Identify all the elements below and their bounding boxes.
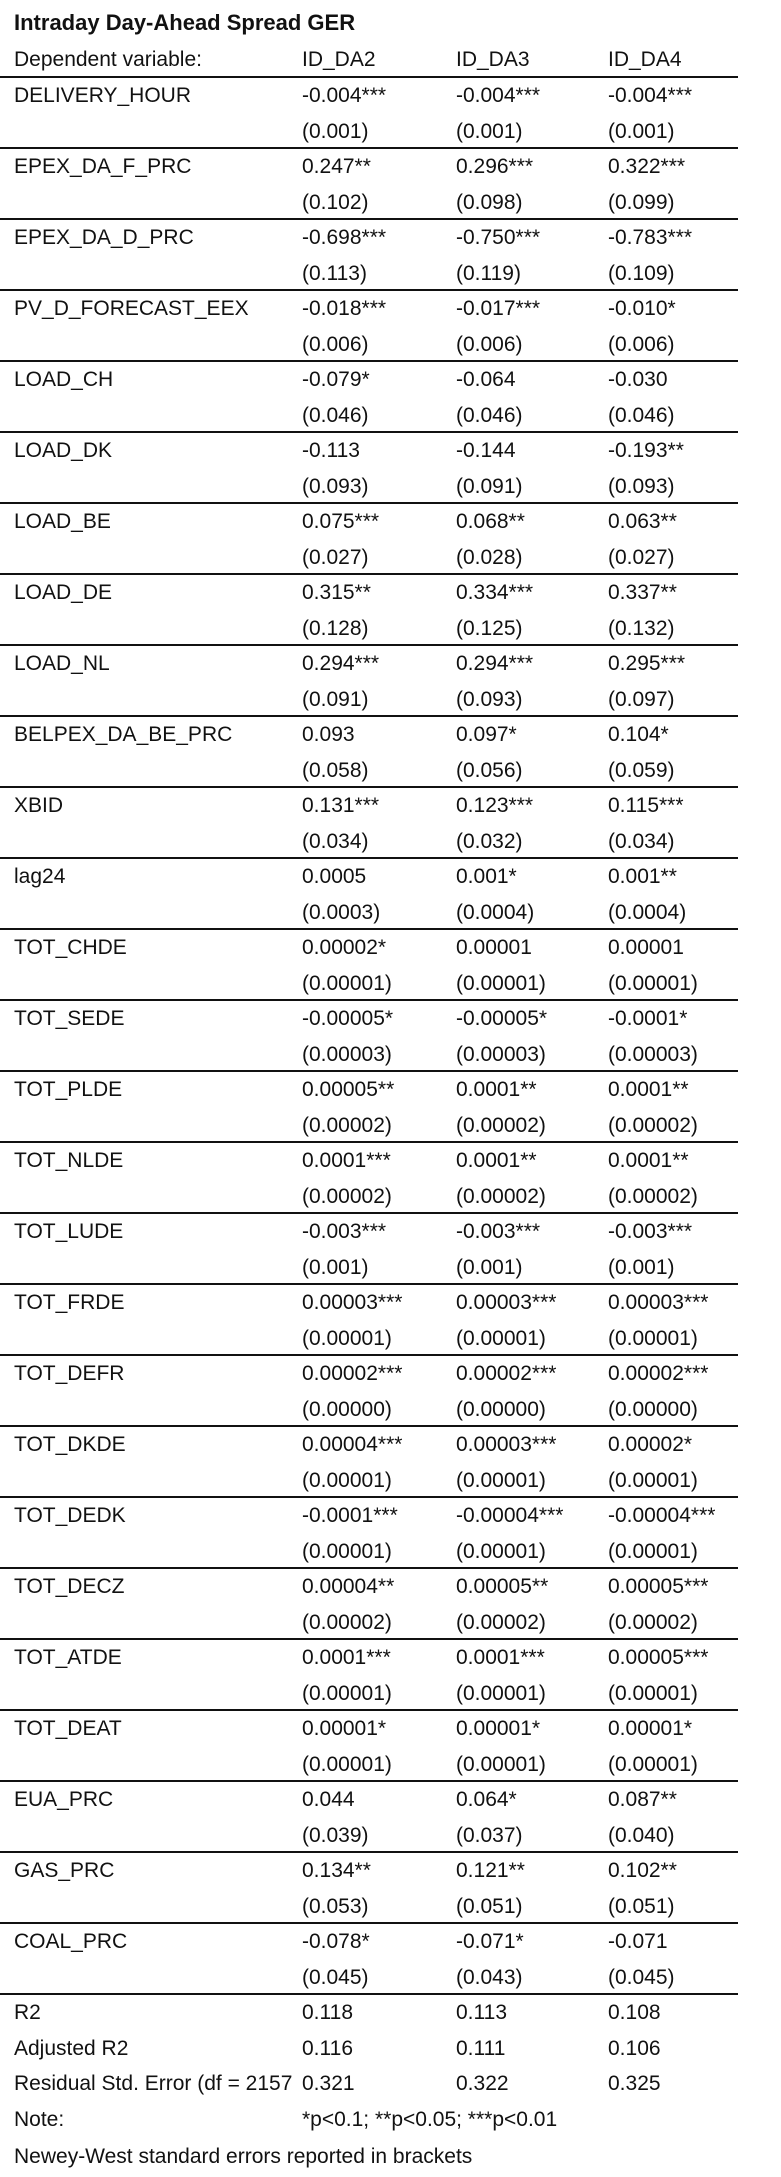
coefficient-cell: -0.003*** bbox=[456, 1220, 541, 1243]
standard-error-cell: (0.051) bbox=[608, 1894, 675, 1918]
column-header: ID_DA3 bbox=[456, 48, 530, 71]
coefficient-cell: 0.00002*** bbox=[608, 1362, 709, 1385]
standard-error-cell: (0.00001) bbox=[302, 1468, 392, 1492]
standard-error-cell: (0.132) bbox=[608, 616, 675, 640]
standard-error-cell: (0.091) bbox=[456, 474, 523, 498]
standard-error-cell: (0.113) bbox=[302, 261, 367, 285]
table-row bbox=[0, 469, 738, 505]
coefficient-cell: 0.00003*** bbox=[608, 1291, 709, 1314]
variable-name: TOT_PLDE bbox=[14, 1078, 123, 1101]
standard-error-cell: (0.006) bbox=[456, 332, 523, 356]
table-row bbox=[0, 1356, 738, 1392]
variable-name: TOT_DKDE bbox=[14, 1433, 126, 1456]
table-row bbox=[0, 398, 738, 434]
statistic-row bbox=[0, 1995, 738, 2031]
table-title: Intraday Day-Ahead Spread GER bbox=[14, 10, 356, 35]
standard-error-cell: (0.0004) bbox=[608, 900, 687, 924]
empty-cell bbox=[0, 1676, 302, 1710]
coefficient-cell: -0.003*** bbox=[608, 1220, 693, 1243]
table-row bbox=[0, 114, 738, 150]
variable-name: TOT_NLDE bbox=[14, 1149, 124, 1172]
standard-error-cell: (0.00001) bbox=[608, 1681, 698, 1705]
standard-error-cell: (0.001) bbox=[456, 119, 523, 143]
standard-error-cell: (0.053) bbox=[302, 1894, 369, 1918]
coefficient-cell: 0.102** bbox=[608, 1859, 677, 1882]
coefficient-cell: -0.004*** bbox=[456, 84, 541, 107]
table-row bbox=[0, 682, 738, 718]
empty-cell bbox=[0, 1605, 302, 1639]
coefficient-cell: 0.121** bbox=[456, 1859, 525, 1882]
coefficient-cell: -0.003*** bbox=[302, 1220, 387, 1243]
coefficient-cell: -0.193** bbox=[608, 439, 684, 462]
coefficient-cell: 0.087** bbox=[608, 1788, 677, 1811]
coefficient-cell: -0.017*** bbox=[456, 297, 541, 320]
statistic-row bbox=[0, 2066, 738, 2102]
empty-cell bbox=[0, 1889, 302, 1923]
table-row bbox=[0, 859, 738, 895]
coefficient-cell: 0.00005** bbox=[456, 1575, 549, 1598]
coefficient-cell: 0.00002*** bbox=[456, 1362, 557, 1385]
statistic-label: R2 bbox=[14, 2001, 41, 2024]
coefficient-cell: -0.00004*** bbox=[456, 1504, 564, 1527]
standard-error-cell: (0.046) bbox=[456, 403, 523, 427]
coefficient-cell: -0.113 bbox=[302, 439, 360, 462]
empty-cell bbox=[0, 256, 302, 290]
empty-cell bbox=[0, 753, 302, 787]
empty-cell bbox=[0, 966, 302, 1000]
standard-error-cell: (0.043) bbox=[456, 1965, 523, 1989]
standard-error-cell: (0.00002) bbox=[608, 1113, 698, 1137]
table-row bbox=[0, 1747, 738, 1783]
empty-cell bbox=[0, 1321, 302, 1355]
coefficient-cell: -0.00005* bbox=[456, 1007, 548, 1030]
column-header: ID_DA4 bbox=[608, 48, 682, 71]
table-row bbox=[0, 1285, 738, 1321]
table-row bbox=[0, 504, 738, 540]
table-row bbox=[0, 1889, 738, 1925]
standard-error-cell: (0.001) bbox=[302, 1255, 369, 1279]
coefficient-cell: 0.0001** bbox=[608, 1078, 689, 1101]
standard-error-cell: (0.00002) bbox=[456, 1184, 546, 1208]
table-row bbox=[0, 78, 738, 114]
coefficient-cell: 0.075*** bbox=[302, 510, 380, 533]
standard-error-cell: (0.046) bbox=[302, 403, 369, 427]
empty-cell bbox=[0, 682, 302, 716]
standard-error-cell: (0.028) bbox=[456, 545, 523, 569]
variable-name: lag24 bbox=[14, 865, 66, 888]
coefficient-cell: 0.294*** bbox=[302, 652, 380, 675]
table-row bbox=[0, 1108, 738, 1144]
coefficient-cell: -0.750*** bbox=[456, 226, 541, 249]
table-row bbox=[0, 1924, 738, 1960]
table-row bbox=[0, 1001, 738, 1037]
variable-name: GAS_PRC bbox=[14, 1859, 115, 1882]
table-row bbox=[0, 291, 738, 327]
statistic-label: Residual Std. Error (df = 2157 bbox=[14, 2072, 293, 2095]
coefficient-cell: 0.0001** bbox=[456, 1078, 537, 1101]
coefficient-cell: 0.00005*** bbox=[608, 1575, 709, 1598]
table-row bbox=[0, 717, 738, 753]
table-row bbox=[0, 1072, 738, 1108]
table-row bbox=[0, 1960, 738, 1996]
table-row bbox=[0, 1037, 738, 1073]
empty-cell bbox=[0, 540, 302, 574]
summary-statistics bbox=[0, 1995, 738, 2102]
coefficient-cell: 0.296*** bbox=[456, 155, 534, 178]
table-row bbox=[0, 1143, 738, 1179]
standard-error-cell: (0.00002) bbox=[456, 1610, 546, 1634]
variable-name: TOT_DEDK bbox=[14, 1504, 126, 1527]
table-row bbox=[0, 256, 738, 292]
coefficient-cell: 0.247** bbox=[302, 155, 371, 178]
variable-name: COAL_PRC bbox=[14, 1930, 128, 1953]
table-row bbox=[0, 1782, 738, 1818]
table-row bbox=[0, 433, 738, 469]
coefficient-cell: 0.00002* bbox=[302, 936, 387, 959]
standard-error-cell: (0.00003) bbox=[608, 1042, 698, 1066]
standard-error-cell: (0.00001) bbox=[608, 971, 698, 995]
coefficient-cell: 0.334*** bbox=[456, 581, 534, 604]
standard-error-cell: (0.00001) bbox=[456, 1468, 546, 1492]
coefficient-cell: -0.078* bbox=[302, 1930, 370, 1953]
standard-error-cell: (0.045) bbox=[608, 1965, 675, 1989]
statistic-row bbox=[0, 2031, 738, 2067]
coefficient-cell: 0.00002* bbox=[608, 1433, 693, 1456]
standard-error-cell: (0.00001) bbox=[608, 1468, 698, 1492]
table-row bbox=[0, 1463, 738, 1499]
variable-name: TOT_DEFR bbox=[14, 1362, 125, 1385]
standard-error-cell: (0.037) bbox=[456, 1823, 523, 1847]
coefficient-cell: 0.00001 bbox=[608, 936, 684, 959]
variable-name: LOAD_DE bbox=[14, 581, 113, 604]
coefficient-cell: 0.294*** bbox=[456, 652, 534, 675]
empty-cell bbox=[0, 1108, 302, 1142]
statistic-value: 0.325 bbox=[608, 2072, 661, 2095]
coefficient-cell: 0.063** bbox=[608, 510, 677, 533]
empty-cell bbox=[0, 1037, 302, 1071]
standard-error-cell: (0.001) bbox=[302, 119, 369, 143]
variable-name: TOT_CHDE bbox=[14, 936, 127, 959]
statistic-value: 0.108 bbox=[608, 2001, 661, 2024]
coefficient-cell: -0.783*** bbox=[608, 226, 693, 249]
standard-error-cell: (0.093) bbox=[302, 474, 369, 498]
standard-error-cell: (0.128) bbox=[302, 616, 369, 640]
coefficient-cell: -0.071 bbox=[608, 1930, 668, 1953]
standard-error-cell: (0.00001) bbox=[302, 1539, 392, 1563]
variable-name: EPEX_DA_D_PRC bbox=[14, 226, 194, 249]
standard-error-cell: (0.00001) bbox=[456, 1681, 546, 1705]
standard-error-cell: (0.097) bbox=[608, 687, 675, 711]
standard-error-cell: (0.098) bbox=[456, 190, 523, 214]
column-header: ID_DA2 bbox=[302, 48, 376, 71]
standard-error-cell: (0.00001) bbox=[608, 1752, 698, 1776]
variable-name: TOT_DEAT bbox=[14, 1717, 122, 1740]
table-row bbox=[0, 1321, 738, 1357]
coefficient-cell: 0.123*** bbox=[456, 794, 534, 817]
table-row bbox=[0, 895, 738, 931]
standard-error-cell: (0.040) bbox=[608, 1823, 675, 1847]
statistic-value: 0.113 bbox=[456, 2001, 507, 2024]
empty-cell bbox=[0, 1534, 302, 1568]
coefficient-cell: 0.115*** bbox=[608, 794, 684, 817]
standard-error-cell: (0.001) bbox=[608, 1255, 675, 1279]
coefficient-cell: 0.093 bbox=[302, 723, 355, 746]
statistic-value: 0.111 bbox=[456, 2036, 506, 2060]
table-row bbox=[0, 646, 738, 682]
coefficient-cell: -0.071* bbox=[456, 1930, 524, 1953]
standard-error-cell: (0.006) bbox=[608, 332, 675, 356]
table-row bbox=[0, 1427, 738, 1463]
empty-cell bbox=[0, 469, 302, 503]
coefficient-cell: -0.0001*** bbox=[302, 1504, 398, 1527]
standard-error-cell: (0.00002) bbox=[608, 1184, 698, 1208]
standard-error-cell: (0.046) bbox=[608, 403, 675, 427]
table-row bbox=[0, 220, 738, 256]
standard-error-cell: (0.001) bbox=[456, 1255, 523, 1279]
coefficient-cell: -0.064 bbox=[456, 368, 516, 391]
coefficient-cell: 0.001* bbox=[456, 865, 517, 888]
table-row bbox=[0, 966, 738, 1002]
coefficient-cell: -0.079* bbox=[302, 368, 370, 391]
standard-error-cell: (0.058) bbox=[302, 758, 369, 782]
coefficient-cell: 0.131*** bbox=[302, 794, 380, 817]
coefficient-cell: 0.337** bbox=[608, 581, 677, 604]
coefficient-cell: -0.00005* bbox=[302, 1007, 394, 1030]
coefficient-cell: 0.00004*** bbox=[302, 1433, 403, 1456]
coefficient-cell: -0.030 bbox=[608, 368, 668, 391]
standard-error-cell: (0.125) bbox=[456, 616, 523, 640]
variable-name: LOAD_CH bbox=[14, 368, 114, 391]
standard-error-cell: (0.051) bbox=[456, 1894, 523, 1918]
standard-error-cell: (0.119) bbox=[456, 261, 521, 285]
variable-name: PV_D_FORECAST_EEX bbox=[14, 297, 249, 320]
standard-error-cell: (0.00001) bbox=[302, 1681, 392, 1705]
standard-error-cell: (0.00001) bbox=[608, 1539, 698, 1563]
table-row bbox=[0, 611, 738, 647]
standard-error-cell: (0.00000) bbox=[456, 1397, 546, 1421]
empty-cell bbox=[0, 114, 302, 148]
standard-error-cell: (0.091) bbox=[302, 687, 369, 711]
coefficient-cell: 0.00001 bbox=[456, 936, 532, 959]
standard-error-cell: (0.0003) bbox=[302, 900, 381, 924]
standard-error-cell: (0.001) bbox=[608, 119, 675, 143]
table-row bbox=[0, 1569, 738, 1605]
standard-error-cell: (0.00001) bbox=[456, 1539, 546, 1563]
table-row bbox=[0, 1534, 738, 1570]
empty-cell bbox=[0, 895, 302, 929]
standard-error-cell: (0.059) bbox=[608, 758, 675, 782]
empty-cell bbox=[0, 1179, 302, 1213]
table-row bbox=[0, 1214, 738, 1250]
standard-error-cell: (0.032) bbox=[456, 829, 523, 853]
coefficient-cell: 0.322*** bbox=[608, 155, 686, 178]
coefficient-cell: 0.134** bbox=[302, 1859, 371, 1882]
empty-cell bbox=[0, 1818, 302, 1852]
empty-cell bbox=[0, 611, 302, 645]
table-row bbox=[0, 149, 738, 185]
empty-cell bbox=[0, 1747, 302, 1781]
standard-error-cell: (0.00001) bbox=[456, 1326, 546, 1350]
coefficient-cell: 0.00005** bbox=[302, 1078, 395, 1101]
standard-error-cell: (0.00002) bbox=[302, 1113, 392, 1137]
standard-error-cell: (0.099) bbox=[608, 190, 675, 214]
standard-error-cell: (0.045) bbox=[302, 1965, 369, 1989]
variable-name: EPEX_DA_F_PRC bbox=[14, 155, 192, 178]
standard-error-cell: (0.093) bbox=[608, 474, 675, 498]
table-row bbox=[0, 575, 738, 611]
table-row bbox=[0, 540, 738, 576]
variable-name: TOT_DECZ bbox=[14, 1575, 125, 1598]
coefficient-cell: 0.00001* bbox=[608, 1717, 693, 1740]
statistic-value: 0.321 bbox=[302, 2072, 355, 2095]
statistic-value: 0.116 bbox=[302, 2036, 353, 2060]
table-row bbox=[0, 930, 738, 966]
empty-cell bbox=[0, 1392, 302, 1426]
table-row bbox=[0, 1711, 738, 1747]
standard-error-cell: (0.039) bbox=[302, 1823, 369, 1847]
coefficient-cell: 0.064* bbox=[456, 1788, 517, 1811]
note-label: Note: bbox=[14, 2107, 65, 2131]
coefficient-cell: -0.018*** bbox=[302, 297, 387, 320]
table-row bbox=[0, 824, 738, 860]
empty-cell bbox=[0, 1250, 302, 1284]
table-row bbox=[0, 753, 738, 789]
standard-error-cell: (0.027) bbox=[608, 545, 675, 569]
coefficient-cell: 0.00003*** bbox=[302, 1291, 403, 1314]
variable-name: TOT_LUDE bbox=[14, 1220, 124, 1243]
coefficient-cell: 0.00001* bbox=[302, 1717, 387, 1740]
coefficient-cell: 0.068** bbox=[456, 510, 525, 533]
table-body bbox=[0, 78, 738, 1995]
significance-note-row bbox=[0, 2102, 738, 2138]
coefficient-cell: -0.004*** bbox=[608, 84, 693, 107]
standard-error-cell: (0.00003) bbox=[302, 1042, 392, 1066]
table-row bbox=[0, 1676, 738, 1712]
standard-error-cell: (0.00001) bbox=[302, 1326, 392, 1350]
standard-error-cell: (0.00001) bbox=[456, 971, 546, 995]
standard-error-cell: (0.00001) bbox=[456, 1752, 546, 1776]
coefficient-cell: 0.315** bbox=[302, 581, 371, 604]
standard-error-cell: (0.056) bbox=[456, 758, 523, 782]
coefficient-cell: 0.0001** bbox=[456, 1149, 537, 1172]
variable-name: TOT_FRDE bbox=[14, 1291, 125, 1314]
coefficient-cell: -0.698*** bbox=[302, 226, 387, 249]
coefficient-cell: -0.00004*** bbox=[608, 1504, 716, 1527]
standard-error-cell: (0.027) bbox=[302, 545, 369, 569]
table-row bbox=[0, 1605, 738, 1641]
variable-name: TOT_SEDE bbox=[14, 1007, 125, 1030]
coefficient-cell: 0.0005 bbox=[302, 865, 367, 888]
standard-error-cell: (0.00001) bbox=[302, 1752, 392, 1776]
coefficient-cell: 0.00003*** bbox=[456, 1291, 557, 1314]
standard-error-cell: (0.034) bbox=[608, 829, 675, 853]
standard-error-cell: (0.00003) bbox=[456, 1042, 546, 1066]
statistic-label: Adjusted R2 bbox=[14, 2036, 129, 2060]
standard-error-cell: (0.093) bbox=[456, 687, 523, 711]
empty-cell bbox=[0, 824, 302, 858]
statistic-value: 0.322 bbox=[456, 2072, 509, 2095]
table-row bbox=[0, 1818, 738, 1854]
variable-name: BELPEX_DA_BE_PRC bbox=[14, 723, 233, 746]
standard-error-cell: (0.109) bbox=[608, 261, 675, 285]
table-row bbox=[0, 185, 738, 221]
variable-name: XBID bbox=[14, 794, 64, 817]
empty-cell bbox=[0, 398, 302, 432]
significance-note: *p<0.1; **p<0.05; ***p<0.01 bbox=[302, 2107, 558, 2131]
table-row bbox=[0, 1640, 738, 1676]
coefficient-cell: 0.104* bbox=[608, 723, 669, 746]
standard-error-cell: (0.00002) bbox=[456, 1113, 546, 1137]
variable-name: DELIVERY_HOUR bbox=[14, 84, 192, 107]
standard-error-cell: (0.00000) bbox=[302, 1397, 392, 1421]
table-row bbox=[0, 362, 738, 398]
standard-error-cell: (0.00002) bbox=[302, 1610, 392, 1634]
standard-error-cell: (0.00001) bbox=[302, 971, 392, 995]
coefficient-cell: 0.097* bbox=[456, 723, 517, 746]
table-row bbox=[0, 1498, 738, 1534]
empty-cell bbox=[0, 327, 302, 361]
coefficient-cell: 0.0001*** bbox=[302, 1149, 391, 1172]
coefficient-cell: -0.0001* bbox=[608, 1007, 688, 1030]
table-row bbox=[0, 327, 738, 363]
standard-error-cell: (0.006) bbox=[302, 332, 369, 356]
coefficient-cell: 0.00005*** bbox=[608, 1646, 709, 1669]
coefficient-cell: 0.001** bbox=[608, 865, 677, 888]
coefficient-cell: -0.010* bbox=[608, 297, 676, 320]
empty-cell bbox=[0, 1463, 302, 1497]
coefficient-cell: 0.00004** bbox=[302, 1575, 395, 1598]
coefficient-cell: -0.004*** bbox=[302, 84, 387, 107]
standard-error-cell: (0.00002) bbox=[302, 1184, 392, 1208]
standard-error-cell: (0.102) bbox=[302, 190, 369, 214]
coefficient-cell: 0.00001* bbox=[456, 1717, 541, 1740]
coefficient-cell: 0.0001*** bbox=[302, 1646, 391, 1669]
variable-name: EUA_PRC bbox=[14, 1788, 114, 1811]
standard-error-cell: (0.0004) bbox=[456, 900, 535, 924]
standard-error-cell: (0.00001) bbox=[608, 1326, 698, 1350]
coefficient-cell: -0.144 bbox=[456, 439, 516, 462]
header-label: Dependent variable: bbox=[14, 48, 202, 71]
standard-error-cell: (0.034) bbox=[302, 829, 369, 853]
empty-cell bbox=[0, 185, 302, 219]
variable-name: LOAD_BE bbox=[14, 510, 111, 533]
standard-error-cell: (0.00000) bbox=[608, 1397, 698, 1421]
statistic-value: 0.118 bbox=[302, 2001, 353, 2024]
coefficient-cell: 0.0001*** bbox=[456, 1646, 545, 1669]
table-row bbox=[0, 788, 738, 824]
coefficient-cell: 0.0001** bbox=[608, 1149, 689, 1172]
variable-name: LOAD_DK bbox=[14, 439, 113, 462]
variable-name: TOT_ATDE bbox=[14, 1646, 122, 1669]
table-row bbox=[0, 1853, 738, 1889]
standard-error-cell: (0.00002) bbox=[608, 1610, 698, 1634]
footer-note: Newey-West standard errors reported in brackets bbox=[14, 2145, 473, 2168]
statistic-value: 0.106 bbox=[608, 2036, 661, 2060]
table-row bbox=[0, 1250, 738, 1286]
coefficient-cell: 0.00003*** bbox=[456, 1433, 557, 1456]
coefficient-cell: 0.044 bbox=[302, 1788, 355, 1811]
variable-name: LOAD_NL bbox=[14, 652, 110, 675]
table-row bbox=[0, 1179, 738, 1215]
empty-cell bbox=[0, 1960, 302, 1994]
coefficient-cell: 0.295*** bbox=[608, 652, 686, 675]
table-row bbox=[0, 1392, 738, 1428]
coefficient-cell: 0.00002*** bbox=[302, 1362, 403, 1385]
header-row bbox=[0, 42, 738, 78]
